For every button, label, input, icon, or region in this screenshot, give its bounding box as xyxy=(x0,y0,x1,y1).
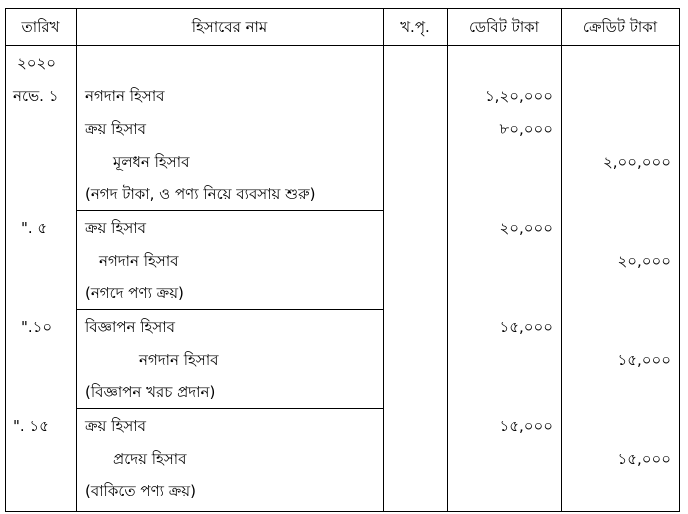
debit-account: নগদান হিসাব xyxy=(85,87,165,105)
table-right-border xyxy=(679,8,680,512)
credit-amount: ১৫,০০০ xyxy=(617,450,671,468)
entry-date: নভে. ১ xyxy=(13,87,59,105)
debit-account: ক্রয় হিসাব xyxy=(85,120,146,138)
entry-date: ".১০ xyxy=(21,318,53,336)
entry-date: ". ১৫ xyxy=(13,417,49,435)
header-ledger-folio: খ.পৃ. xyxy=(400,18,430,36)
header-bottom-border xyxy=(5,45,680,46)
entry-separator xyxy=(76,408,384,409)
debit-account: ক্রয় হিসাব xyxy=(85,219,146,237)
table-bottom-border xyxy=(5,511,680,512)
header-debit: ডেবিট টাকা xyxy=(468,18,540,36)
column-divider-date xyxy=(76,8,77,512)
credit-amount: ২,০০,০০০ xyxy=(602,153,671,171)
debit-amount: ১৫,০০০ xyxy=(499,417,553,435)
entry-year: ২০২০ xyxy=(17,54,57,72)
narration: (নগদে পণ্য ক্রয়) xyxy=(85,284,184,302)
narration: (নগদ টাকা, ও পণ্য নিয়ে ব্যবসায় শুরু) xyxy=(85,185,316,203)
credit-account: নগদান হিসাব xyxy=(139,351,219,369)
debit-amount: ১,২০,০০০ xyxy=(484,87,553,105)
debit-account: বিজ্ঞাপন হিসাব xyxy=(85,318,176,336)
credit-account: মূলধন হিসাব xyxy=(113,153,190,171)
debit-account: ক্রয় হিসাব xyxy=(85,417,146,435)
table-top-border xyxy=(5,8,680,9)
entry-date: ". ৫ xyxy=(21,219,48,237)
credit-account: নগদান হিসাব xyxy=(99,252,179,270)
column-divider-account xyxy=(383,8,384,512)
header-credit: ক্রেডিট টাকা xyxy=(582,18,658,36)
entry-separator xyxy=(76,309,384,310)
debit-amount: ২০,০০০ xyxy=(499,219,553,237)
column-divider-folio xyxy=(447,8,448,512)
table-left-border xyxy=(5,8,6,512)
debit-amount: ১৫,০০০ xyxy=(499,318,553,336)
debit-amount: ৮০,০০০ xyxy=(499,120,553,138)
credit-account: প্রদেয় হিসাব xyxy=(113,450,187,468)
narration: (বিজ্ঞাপন খরচ প্রদান) xyxy=(85,383,216,401)
narration: (বাকিতে পণ্য ক্রয়) xyxy=(85,482,196,500)
journal-table xyxy=(5,8,680,512)
entry-separator xyxy=(76,210,384,211)
credit-amount: ১৫,০০০ xyxy=(617,351,671,369)
header-date: তারিখ xyxy=(21,18,60,36)
header-account-name: হিসাবের নাম xyxy=(191,18,268,36)
credit-amount: ২০,০০০ xyxy=(617,252,671,270)
